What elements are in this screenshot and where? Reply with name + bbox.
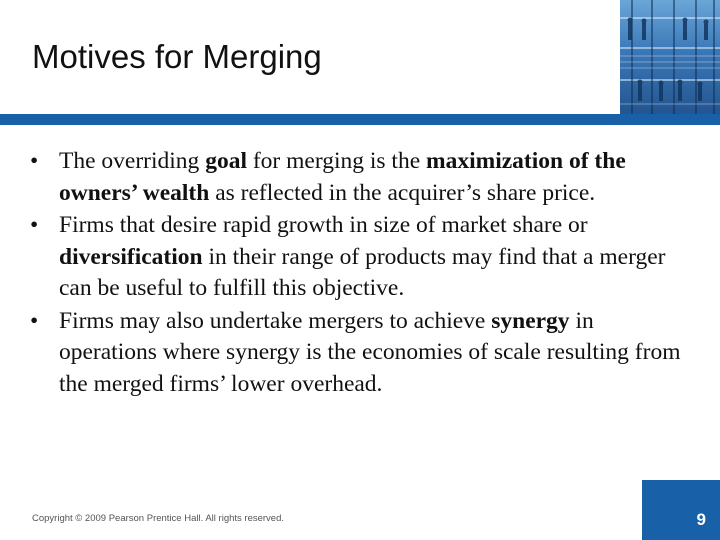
text-segment: Firms that desire rapid growth in size of market share or xyxy=(59,212,588,238)
bullet-item-synergy xyxy=(30,306,695,401)
bullet-item-growth xyxy=(30,210,695,305)
bullet-text xyxy=(59,308,681,397)
office-building-photo xyxy=(620,0,720,114)
text-segment: in operations where synergy is the economies of scale resulting from the merged firms’ lower overhead. xyxy=(59,307,681,397)
slide-content xyxy=(30,146,695,401)
text-segment: as reflected in the acquirer’s share price. xyxy=(209,179,596,206)
emphasis-text: synergy xyxy=(491,307,570,334)
emphasis-text: diversification xyxy=(59,243,203,270)
bullet-item-goal xyxy=(30,146,695,209)
bullet-list xyxy=(30,146,695,400)
text-segment: The overriding xyxy=(59,148,206,174)
page-number: 9 xyxy=(696,510,706,529)
copyright-footer: Copyright © 2009 Pearson Prentice Hall. All rights reserved. xyxy=(32,513,285,524)
bullet-icon: • xyxy=(30,148,39,174)
bullet-text xyxy=(59,148,626,206)
header-divider-bar xyxy=(0,114,720,125)
text-segment: for merging is the xyxy=(246,148,427,174)
building-silhouette-icon xyxy=(620,0,720,114)
text-segment: Firms may also undertake mergers to achieve xyxy=(59,307,492,334)
bullet-icon: • xyxy=(30,307,39,334)
bullet-text xyxy=(59,212,665,301)
bullet-icon: • xyxy=(30,212,39,238)
emphasis-text: goal xyxy=(205,148,247,174)
emphasis-text: maximization of the owners’ wealth xyxy=(59,148,626,206)
text-segment: in their range of products may find that a merger can be useful to fulfill this objective. xyxy=(59,243,666,301)
slide-title: Motives for Merging xyxy=(32,38,322,75)
page-number-box xyxy=(642,480,720,540)
